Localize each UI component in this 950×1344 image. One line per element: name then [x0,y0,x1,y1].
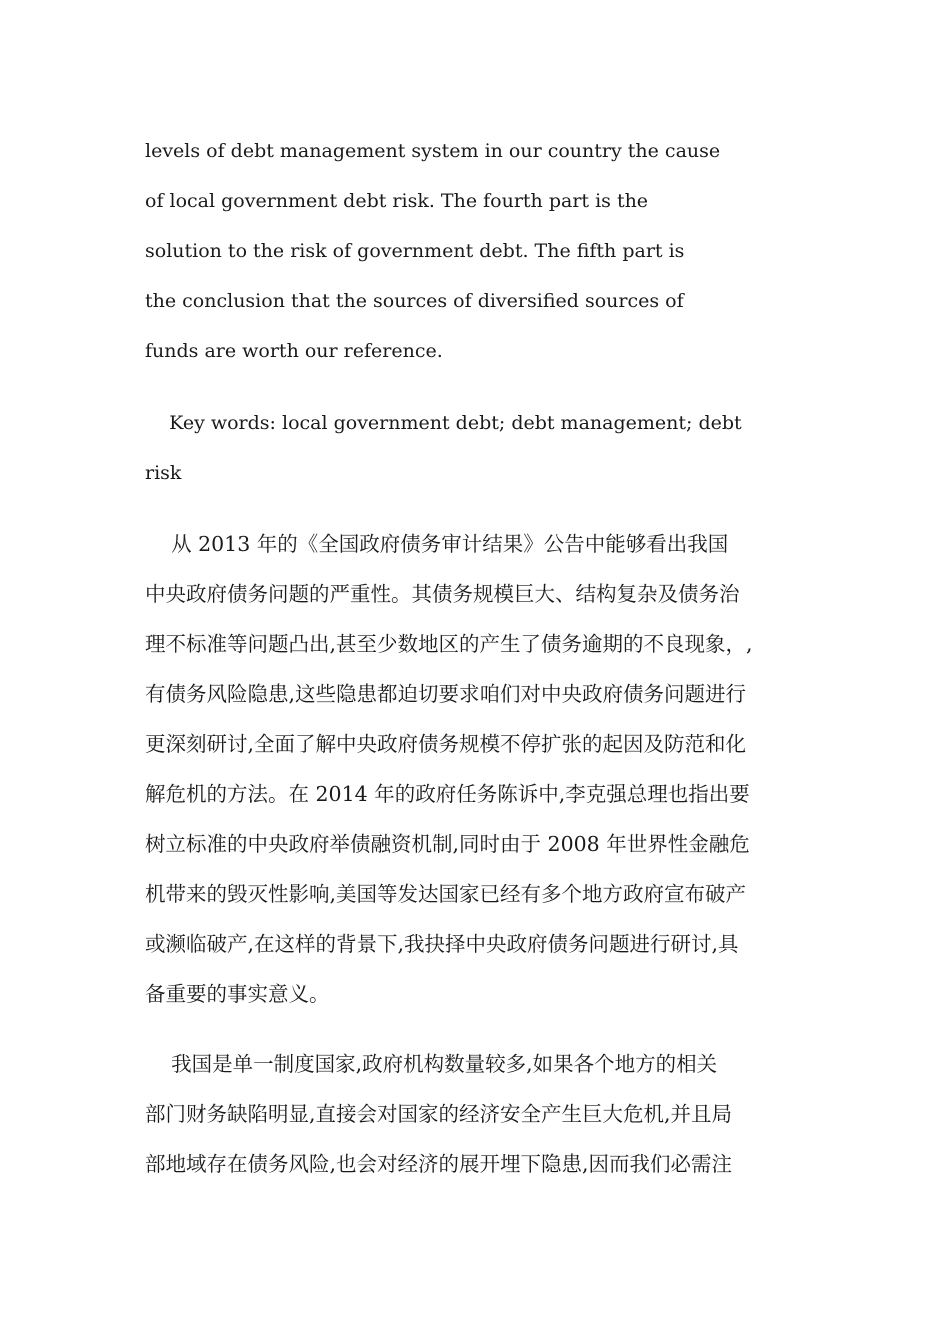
text-line: 或濒临破产,在这样的背景下,我抉择中央政府债务问题进行研讨,具 [145,932,739,956]
text-line: Key words: local government debt; debt management; debt [145,412,742,434]
text-line: the conclusion that the sources of diversified sources of [145,290,684,312]
text-line: 理不标准等问题凸出,甚至少数地区的产生了债务逾期的不良现象，, [145,632,753,656]
text-line: risk [145,462,182,484]
text-line: 更深刻研讨,全面了解中央政府债务规模不停扩张的起因及防范和化 [145,732,747,756]
text-line: of local government debt risk. The fourth part is the [145,190,649,212]
text-line: 从 2013 年的《全国政府债务审计结果》公告中能够看出我国 [145,532,729,556]
paragraph-chinese-1 [145,527,825,1006]
text-line: 部地域存在债务风险,也会对经济的展开埋下隐患,因而我们必需注 [145,1152,733,1176]
text-line: 有债务风险隐患,这些隐患都迫切要求咱们对中央政府债务问题进行 [145,682,747,706]
keywords-english [145,408,825,496]
text-line: 中央政府债务问题的严重性。其债务规模巨大、结构复杂及债务治 [145,582,740,606]
text-line: funds are worth our reference. [145,340,443,362]
text-line: solution to the risk of government debt. The fifth part is [145,240,685,262]
text-line: 树立标准的中央政府举债融资机制,同时由于 2008 年世界性金融危 [145,832,750,856]
text-line: 备重要的事实意义。 [145,982,330,1006]
text-line: levels of debt management system in our country the cause [145,140,721,162]
text-line: 机带来的毁灭性影响,美国等发达国家已经有多个地方政府宣布破产 [145,882,747,906]
paragraph-chinese-2 [145,1047,825,1176]
text-line: 部门财务缺陷明显,直接会对国家的经济安全产生巨大危机,并且局 [145,1102,733,1126]
text-line: 解危机的方法。在 2014 年的政府任务陈诉中,李克强总理也指出要 [145,782,750,806]
abstract-english [145,136,825,362]
text-line: 我国是单一制度国家,政府机构数量较多,如果各个地方的相关 [145,1052,718,1076]
